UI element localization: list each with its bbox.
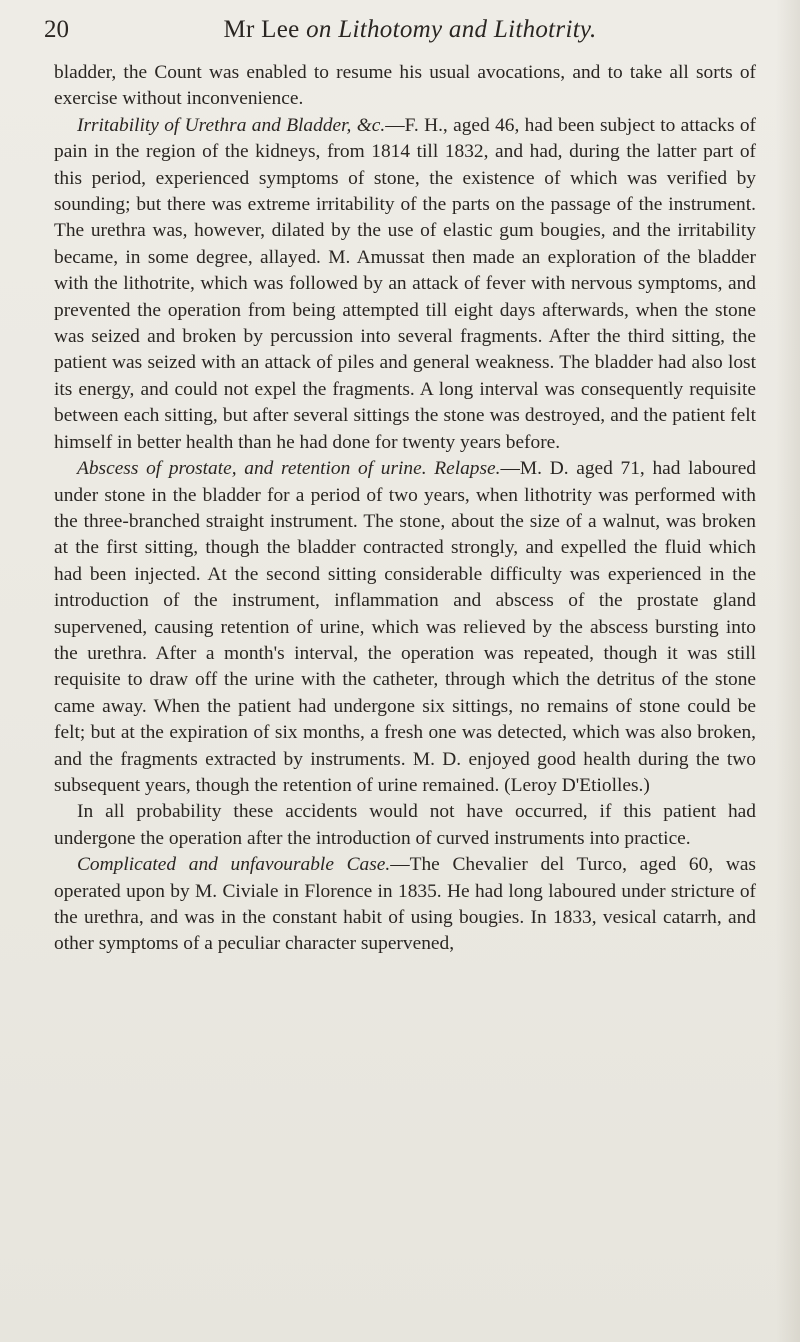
paragraph-text: —F. H., aged 46, had been subject to attacks of pain in the region of the kidneys, from 1814 till 1832, and had, during the latter part of this period, experienced symptoms of stone, the existence of which was verified by sounding; but there was extreme irritability of the parts on the passage of the instrument. The urethra was, however, dilated by the use of elastic gum bougies, and the irritability became, in some degree, allayed. M. Amussat then made an exploration of the bladder with the lithotrite, which was followed by an attack of fever with nervous symptoms, and prevented the operation from being attempted till eight days afterwards, when the stone was seized and broken by percussion into several fragments. After the third sitting, the patient was seized with an attack of piles and general weakness. The bladder had also lost its energy, and could not expel the fragments. A long interval was consequently requisite between each sitting, but after several sittings the stone was destroyed, and the patient felt himself in better health than he had done for twenty years before. — [54, 114, 756, 453]
body-text — [54, 60, 756, 958]
paragraph-text: bladder, the Count was enabled to resume his usual avocations, and to take all sorts of exercise without inconvenience. — [54, 62, 756, 110]
paragraph-text: In all probability these accidents would not have occurred, if this patient had undergone the operation after the introduction of curved instruments into practice. — [54, 801, 756, 849]
running-head-on: on — [306, 16, 332, 43]
running-head — [100, 16, 720, 44]
paragraph-probability — [54, 799, 756, 852]
paragraph-irritability-case — [54, 113, 756, 456]
page-header — [0, 14, 800, 50]
running-head-title: Lithotomy and Lithotrity. — [338, 16, 597, 43]
paragraph-complicated-case — [54, 852, 756, 958]
paragraph-abscess-case — [54, 456, 756, 799]
case-heading: Complicated and unfavourable Case. — [77, 854, 391, 876]
page-edge-shadow — [776, 0, 800, 1342]
paragraph-continuation — [54, 60, 756, 113]
case-heading: Irritability of Urethra and Bladder, &c. — [77, 114, 386, 136]
paragraph-text: —The Chevalier del Turco, aged 60, was operated upon by M. Civiale in Florence in 1835. He had long laboured under stricture of the urethra, and was in the constant habit of using bougies. In 1833, vesical catarrh, and other symptoms of a peculiar character supervened, — [54, 854, 756, 955]
case-heading: Abscess of prostate, and retention of urine. Relapse. — [77, 458, 501, 480]
page-number: 20 — [44, 16, 69, 43]
running-head-author: Mr Lee — [223, 16, 300, 43]
paragraph-text: —M. D. aged 71, had laboured under stone in the bladder for a period of two years, when lithotrity was performed with the three-branched straight instrument. The stone, about the size of a walnut, was broken at the first sitting, though the bladder contracted strongly, and expelled the fluid which had been injected. At the second sitting considerable difficulty was experienced in the introduction of the instrument, inflammation and abscess of the prostate gland supervened, causing retention of urine, which was relieved by the abscess bursting into the urethra. After a month's interval, the operation was repeated, though it was still requisite to draw off the urine with the catheter, through which the detritus of the stone came away. When the patient had undergone six sittings, no remains of stone could be felt; but at the expiration of six months, a fresh one was detected, which was also broken, and the fragments extracted by instruments. M. D. enjoyed good health during the two subsequent years, though the retention of urine remained. (Leroy D'Etiolles.) — [54, 458, 757, 796]
